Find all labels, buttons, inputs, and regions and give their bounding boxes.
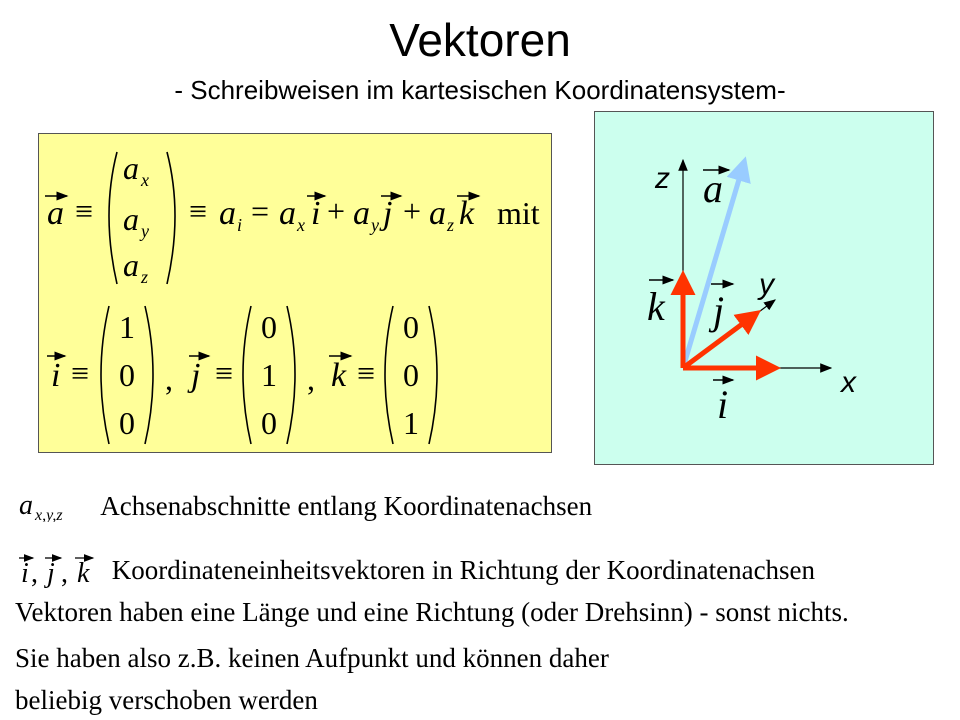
svg-text:y: y (371, 215, 379, 235)
slide-subtitle: - Schreibweisen im kartesischen Koordinatensystem- (174, 75, 786, 105)
svg-text:a: a (353, 195, 370, 232)
svg-text:a: a (19, 490, 33, 521)
description-unit-vectors (15, 548, 950, 588)
svg-text:a: a (279, 195, 296, 232)
svg-text:j: j (383, 195, 393, 232)
description-components (15, 490, 950, 522)
svg-text:≡: ≡ (215, 355, 234, 391)
vector-i-label: i (717, 382, 729, 427)
svg-text:x: x (141, 170, 149, 190)
svg-text:a: a (429, 195, 446, 232)
formula-svg (39, 134, 553, 454)
svg-text:x,y,z: x,y,z (35, 507, 63, 522)
svg-text:,: , (31, 558, 38, 588)
svg-text:a: a (123, 150, 139, 186)
unit-vectors-text: Koordinateneinheitsvektoren in Richtung der Koordinatenachsen (111, 555, 816, 585)
svg-text:i: i (21, 558, 29, 588)
svg-text:j: j (191, 357, 201, 394)
i-vector-3: 0 (119, 405, 135, 441)
svg-text:k: k (77, 558, 90, 588)
axes-svg (595, 112, 935, 466)
i-vector-1: 1 (119, 309, 135, 345)
description-line-3: Vektoren haben eine Länge und eine Richtung (oder Drehsinn) - sonst nichts. (15, 597, 849, 627)
components-symbol (15, 490, 95, 522)
k-vector-2: 0 (403, 357, 419, 393)
unit-vectors-symbol (15, 548, 105, 588)
svg-text:z: z (447, 215, 455, 235)
i-vector-2: 0 (119, 357, 135, 393)
svg-text:x: x (297, 215, 305, 235)
formula-box (38, 133, 552, 453)
svg-text:≡: ≡ (71, 355, 90, 391)
vector-j-label: j (713, 288, 725, 333)
mit-word: mit (497, 195, 540, 231)
vector-a-label: a (703, 166, 723, 211)
svg-text:,: , (61, 558, 68, 588)
description-line-4: Sie haben also z.B. keinen Aufpunkt und können daher (15, 643, 609, 673)
svg-text:i: i (237, 215, 243, 235)
equiv-sign: ≡ (75, 193, 94, 229)
svg-text:k: k (331, 357, 347, 394)
svg-text:a: a (219, 195, 236, 232)
k-vector-1: 0 (403, 309, 419, 345)
equiv-sign: ≡ (189, 193, 208, 229)
vector-k-label: k (647, 284, 665, 329)
svg-text:j: j (47, 558, 55, 588)
x-axis-label: x (841, 366, 856, 399)
svg-text:≡: ≡ (357, 355, 376, 391)
svg-text:,: , (307, 361, 315, 397)
svg-text:i: i (311, 195, 321, 232)
slide-title: Vektoren (389, 14, 571, 66)
k-vector-3: 1 (403, 405, 419, 441)
plus-sign: + (327, 193, 346, 229)
plus-sign: + (403, 193, 422, 229)
svg-text:z: z (141, 267, 149, 287)
svg-text:a: a (123, 247, 139, 283)
axes-diagram-box (594, 111, 934, 465)
svg-text:y: y (141, 221, 149, 241)
description-line-5: beliebig verschoben werden (15, 685, 318, 715)
j-vector-3: 0 (261, 405, 277, 441)
formula-line-1 (45, 150, 540, 287)
y-axis-label: y (759, 268, 774, 301)
svg-text:a: a (123, 201, 139, 237)
z-axis-label: z (655, 162, 670, 195)
j-vector-2: 1 (261, 357, 277, 393)
formula-line-2 (47, 306, 437, 444)
equals-sign: = (251, 193, 270, 229)
svg-text:k: k (459, 195, 475, 232)
svg-text:,: , (165, 361, 173, 397)
symbol-a: a (47, 195, 64, 232)
svg-text:i: i (51, 357, 61, 394)
components-text: Achsenabschnitte entlang Koordinatenachsen (100, 491, 593, 521)
j-vector-1: 0 (261, 309, 277, 345)
